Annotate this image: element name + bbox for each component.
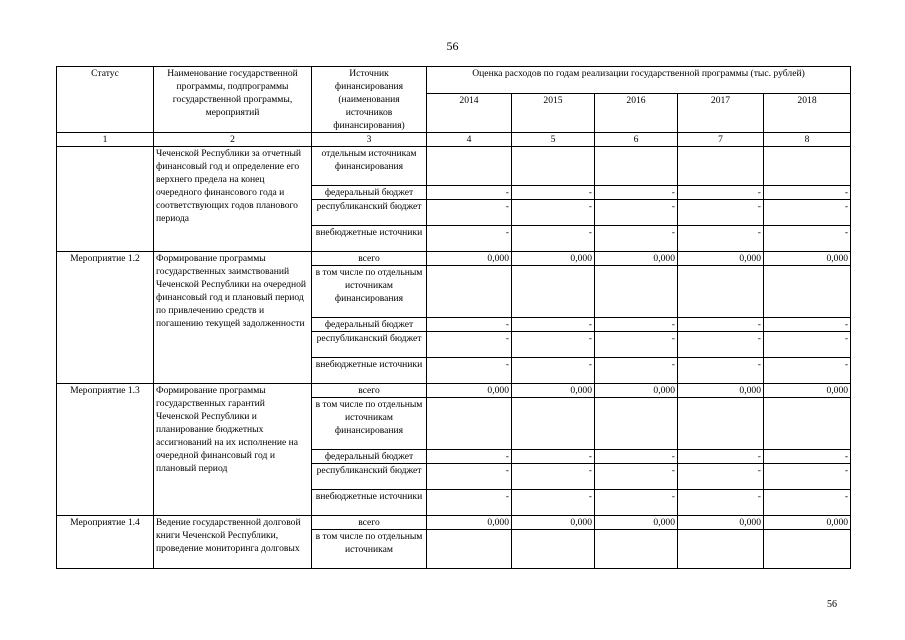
value-cell <box>512 398 595 450</box>
source-cell: внебюджетные источники <box>312 358 427 384</box>
value-cell: - <box>764 490 851 516</box>
value-cell: - <box>595 200 678 226</box>
table-row <box>57 147 851 186</box>
value-cell <box>427 147 512 186</box>
column-number: 2 <box>154 133 312 147</box>
value-cell <box>678 147 764 186</box>
source-cell: внебюджетные источники <box>312 226 427 252</box>
source-cell: в том числе по отдельным источникам финансирования <box>312 398 427 450</box>
value-cell: 0,000 <box>678 252 764 266</box>
status-cell: Мероприятие 1.4 <box>57 516 154 569</box>
value-cell: - <box>678 358 764 384</box>
value-cell: 0,000 <box>678 384 764 398</box>
source-cell: федеральный бюджет <box>312 318 427 332</box>
value-cell: - <box>512 464 595 490</box>
value-cell: - <box>678 318 764 332</box>
value-cell: - <box>427 450 512 464</box>
value-cell: - <box>512 200 595 226</box>
value-cell: - <box>678 200 764 226</box>
value-cell <box>595 398 678 450</box>
value-cell: - <box>427 226 512 252</box>
value-cell: - <box>512 332 595 358</box>
value-cell: - <box>512 186 595 200</box>
page-number-bottom: 56 <box>827 599 837 610</box>
value-cell <box>512 530 595 569</box>
value-cell: - <box>595 450 678 464</box>
value-cell: - <box>764 464 851 490</box>
measure-name: Формирование программы государственных гарантий Чеченской Республики и планирование бюджетных ассигнований на их исполнение на очередной финансовый год и плановый период <box>154 384 312 516</box>
header-year: 2014 <box>427 93 512 132</box>
header-year: 2016 <box>595 93 678 132</box>
value-cell: 0,000 <box>512 252 595 266</box>
column-number: 5 <box>512 133 595 147</box>
value-cell: - <box>427 358 512 384</box>
value-cell: - <box>427 490 512 516</box>
source-cell: внебюджетные источники <box>312 490 427 516</box>
value-cell: - <box>427 200 512 226</box>
value-cell: - <box>678 186 764 200</box>
value-cell: - <box>512 490 595 516</box>
value-cell <box>764 398 851 450</box>
value-cell <box>595 530 678 569</box>
column-number: 4 <box>427 133 512 147</box>
value-cell <box>512 266 595 318</box>
financing-table <box>56 66 851 569</box>
column-number: 8 <box>764 133 851 147</box>
source-cell: всего <box>312 384 427 398</box>
table-body <box>57 147 851 569</box>
value-cell: - <box>595 226 678 252</box>
value-cell: 0,000 <box>764 516 851 530</box>
value-cell <box>427 398 512 450</box>
value-cell: - <box>427 464 512 490</box>
value-cell <box>595 147 678 186</box>
status-cell: Мероприятие 1.3 <box>57 384 154 516</box>
value-cell <box>678 266 764 318</box>
value-cell: 0,000 <box>764 384 851 398</box>
value-cell: - <box>764 200 851 226</box>
value-cell: 0,000 <box>595 516 678 530</box>
value-cell: 0,000 <box>512 516 595 530</box>
source-cell: всего <box>312 516 427 530</box>
header-year: 2015 <box>512 93 595 132</box>
value-cell <box>764 266 851 318</box>
value-cell: - <box>512 358 595 384</box>
source-cell: в том числе по отдельным источникам финансирования <box>312 266 427 318</box>
value-cell <box>678 530 764 569</box>
header-year: 2017 <box>678 93 764 132</box>
value-cell <box>678 398 764 450</box>
header-name: Наименование государственной программы, подпрограммы государственной программы, мероприятий <box>154 67 312 133</box>
value-cell: - <box>427 186 512 200</box>
source-cell: республиканский бюджет <box>312 332 427 358</box>
status-cell: Мероприятие 1.2 <box>57 252 154 384</box>
value-cell: - <box>595 358 678 384</box>
value-cell: - <box>764 358 851 384</box>
status-cell <box>57 147 154 252</box>
column-number: 7 <box>678 133 764 147</box>
value-cell: 0,000 <box>764 252 851 266</box>
header-status: Статус <box>57 67 154 133</box>
table-row <box>57 384 851 398</box>
value-cell: - <box>595 318 678 332</box>
value-cell: - <box>764 332 851 358</box>
value-cell: - <box>764 450 851 464</box>
value-cell: 0,000 <box>427 516 512 530</box>
value-cell <box>427 530 512 569</box>
measure-name: Ведение государственной долговой книги Чеченской Республики, проведение мониторинга долговых <box>154 516 312 569</box>
value-cell: - <box>595 464 678 490</box>
value-cell <box>427 266 512 318</box>
source-cell: отдельным источникам финансирования <box>312 147 427 186</box>
header-year: 2018 <box>764 93 851 132</box>
value-cell: - <box>427 318 512 332</box>
value-cell: - <box>678 450 764 464</box>
value-cell: - <box>678 332 764 358</box>
source-cell: всего <box>312 252 427 266</box>
source-cell: федеральный бюджет <box>312 450 427 464</box>
value-cell: - <box>595 332 678 358</box>
column-number: 3 <box>312 133 427 147</box>
table-row <box>57 252 851 266</box>
value-cell: 0,000 <box>427 384 512 398</box>
measure-name: Чеченской Республики за отчетный финансовый год и определение его верхнего предела на конец очередного финансового года и соответствующих годов планового периода <box>154 147 312 252</box>
value-cell: - <box>678 490 764 516</box>
value-cell: - <box>764 186 851 200</box>
value-cell: 0,000 <box>427 252 512 266</box>
header-estimate: Оценка расходов по годам реализации государственной программы (тыс. рублей) <box>427 67 851 94</box>
column-number: 1 <box>57 133 154 147</box>
measure-name: Формирование программы государственных заимствований Чеченской Республики на очередной финансовый год и плановый период по привлечению средств и погашению текущей задолженности <box>154 252 312 384</box>
value-cell: - <box>512 318 595 332</box>
value-cell: - <box>512 450 595 464</box>
value-cell: - <box>764 318 851 332</box>
value-cell: - <box>595 186 678 200</box>
value-cell: 0,000 <box>678 516 764 530</box>
value-cell: - <box>678 226 764 252</box>
value-cell <box>595 266 678 318</box>
value-cell: - <box>595 490 678 516</box>
value-cell: - <box>764 226 851 252</box>
value-cell <box>512 147 595 186</box>
source-cell: республиканский бюджет <box>312 464 427 490</box>
source-cell: федеральный бюджет <box>312 186 427 200</box>
page-number-top: 56 <box>446 39 459 53</box>
value-cell: 0,000 <box>595 252 678 266</box>
value-cell: 0,000 <box>595 384 678 398</box>
table-row <box>57 516 851 530</box>
value-cell: - <box>678 464 764 490</box>
source-cell: в том числе по отдельным источникам <box>312 530 427 569</box>
value-cell: - <box>512 226 595 252</box>
column-number: 6 <box>595 133 678 147</box>
value-cell: - <box>427 332 512 358</box>
header-source: Источник финансирования (наименования источников финансирования) <box>312 67 427 133</box>
value-cell <box>764 530 851 569</box>
value-cell <box>764 147 851 186</box>
value-cell: 0,000 <box>512 384 595 398</box>
source-cell: республиканский бюджет <box>312 200 427 226</box>
